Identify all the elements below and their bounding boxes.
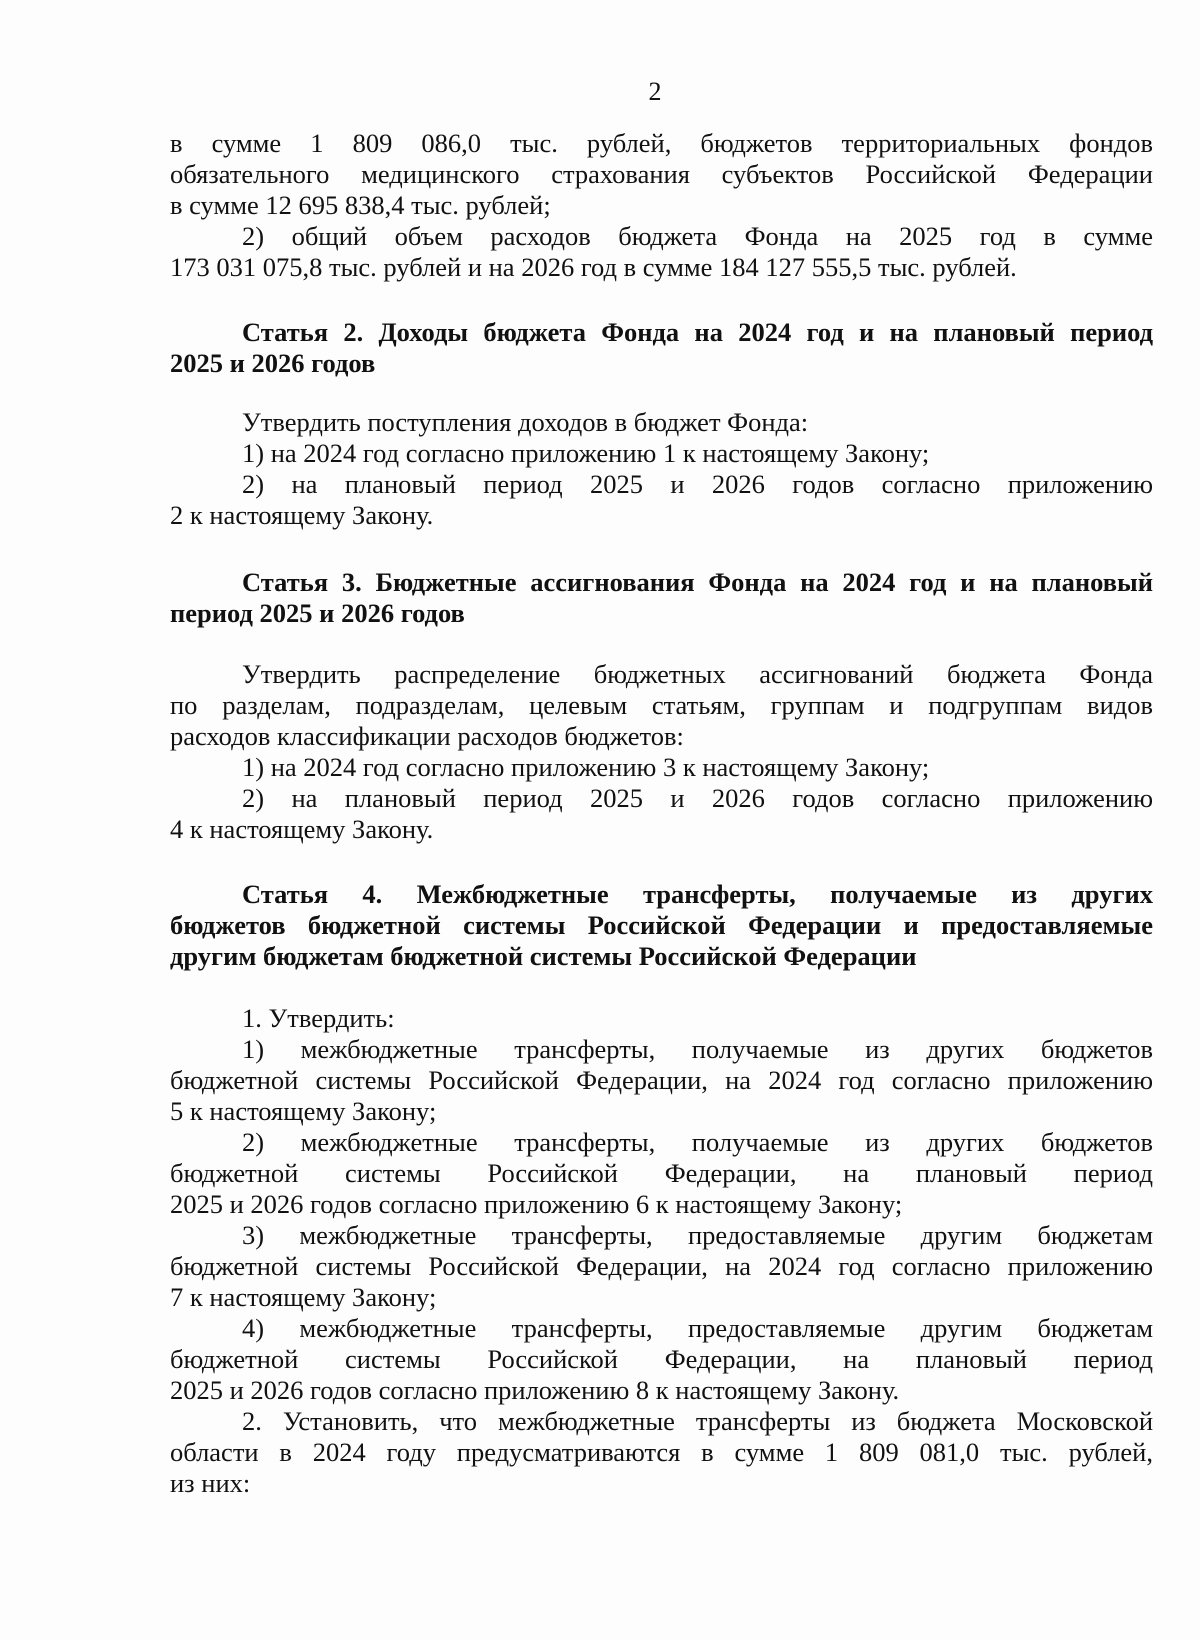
- intro-item-2-line-2-wrap: [170, 252, 1153, 283]
- article-4-title-line-3-wrap: [170, 941, 1153, 972]
- article-4-title-line-2: бюджетов бюджетной системы Российской Федерации и предоставляемые: [170, 910, 1153, 940]
- article-4-part-2-line-2-wrap: [170, 1437, 1153, 1468]
- article-4-item-4-line-2-wrap: [170, 1344, 1153, 1375]
- article-4-title-line-1-wrap: [170, 879, 1153, 910]
- article-3-lead-line-2-wrap: [170, 690, 1153, 721]
- article-4-item-4-line-2: бюджетной системы Российской Федерации, на плановый период: [170, 1344, 1153, 1374]
- article-3-item-1-wrap: [170, 752, 1153, 783]
- article-2-item-2-line-2: 2 к настоящему Закону.: [170, 500, 434, 530]
- article-2-item-1: 1) на 2024 год согласно приложению 1 к настоящему Закону;: [242, 438, 930, 468]
- article-4-item-4-line-3: 2025 и 2026 годов согласно приложению 8 к настоящему Закону.: [170, 1375, 900, 1405]
- article-3-lead-line-3: расходов классификации расходов бюджетов:: [170, 721, 684, 751]
- article-2-title-line-2-wrap: [170, 348, 1153, 379]
- article-4-part-2-line-3: из них:: [170, 1468, 251, 1498]
- article-4-item-3-line-1-wrap: [170, 1220, 1153, 1251]
- intro-line-2-wrap: [170, 159, 1153, 190]
- article-4-item-2-line-2-wrap: [170, 1158, 1153, 1189]
- article-4-item-1-line-1-wrap: [170, 1034, 1153, 1065]
- article-2-item-2-line-2-wrap: [170, 500, 1153, 531]
- article-4-item-2-line-1-wrap: [170, 1127, 1153, 1158]
- article-4-item-2-line-1: 2) межбюджетные трансферты, получаемые из других бюджетов: [242, 1127, 1153, 1157]
- intro-line-2: обязательного медицинского страхования субъектов Российской Федерации: [170, 159, 1153, 189]
- article-4-item-3-line-2-wrap: [170, 1251, 1153, 1282]
- intro-line-1: в сумме 1 809 086,0 тыс. рублей, бюджетов территориальных фондов: [170, 128, 1153, 158]
- article-3-lead-line-2: по разделам, подразделам, целевым статьям, группам и подгруппам видов: [170, 690, 1153, 720]
- page-number: 2: [648, 77, 662, 106]
- article-2-title-line-2: 2025 и 2026 годов: [170, 348, 376, 378]
- article-3-item-2-line-1-wrap: [170, 783, 1153, 814]
- article-2-item-1-wrap: [170, 438, 1153, 469]
- intro-item-2-line-2: 173 031 075,8 тыс. рублей и на 2026 год в сумме 184 127 555,5 тыс. рублей.: [170, 252, 1017, 282]
- article-4-item-4-line-3-wrap: [170, 1375, 1153, 1406]
- article-2-lead-wrap: [170, 407, 1153, 438]
- article-4-item-3-line-3-wrap: [170, 1282, 1153, 1313]
- article-4-item-1-line-2-wrap: [170, 1065, 1153, 1096]
- article-3-lead-line-1-wrap: [170, 659, 1153, 690]
- article-3-lead-line-3-wrap: [170, 721, 1153, 752]
- article-3-title-line-2-wrap: [170, 598, 1153, 629]
- article-2-item-2-line-1: 2) на плановый период 2025 и 2026 годов согласно приложению: [242, 469, 1153, 499]
- article-4-part-1: 1. Утвердить:: [242, 1003, 395, 1033]
- article-4-title-line-1: Статья 4. Межбюджетные трансферты, получаемые из других: [242, 879, 1153, 909]
- article-4-part-2-line-2: области в 2024 году предусматриваются в сумме 1 809 081,0 тыс. рублей,: [170, 1437, 1153, 1467]
- article-4-item-2-line-2: бюджетной системы Российской Федерации, на плановый период: [170, 1158, 1153, 1188]
- article-3-item-2-line-1: 2) на плановый период 2025 и 2026 годов согласно приложению: [242, 783, 1153, 813]
- article-4-item-2-line-3: 2025 и 2026 годов согласно приложению 6 к настоящему Закону;: [170, 1189, 903, 1219]
- intro-line-3-wrap: [170, 190, 1153, 221]
- article-3-lead-line-1: Утвердить распределение бюджетных ассигнований бюджета Фонда: [242, 659, 1153, 689]
- article-2-title-line-1-wrap: [170, 317, 1153, 348]
- article-3: [170, 567, 1153, 845]
- intro-item-2-wrap: [170, 221, 1153, 252]
- article-4-item-1-line-1: 1) межбюджетные трансферты, получаемые из других бюджетов: [242, 1034, 1153, 1064]
- article-4-item-3-line-1: 3) межбюджетные трансферты, предоставляемые другим бюджетам: [242, 1220, 1153, 1250]
- article-3-title-line-2: период 2025 и 2026 годов: [170, 598, 465, 628]
- article-4-item-1-line-3: 5 к настоящему Закону;: [170, 1096, 437, 1126]
- article-4-item-2-line-3-wrap: [170, 1189, 1153, 1220]
- article-4-part-2-line-1-wrap: [170, 1406, 1153, 1437]
- intro-line-3: в сумме 12 695 838,4 тыс. рублей;: [170, 190, 551, 220]
- document-body: [170, 128, 1153, 1499]
- article-3-item-1: 1) на 2024 год согласно приложению 3 к настоящему Закону;: [242, 752, 930, 782]
- article-2-lead: Утвердить поступления доходов в бюджет Фонда:: [242, 407, 809, 437]
- article-4-item-4-line-1: 4) межбюджетные трансферты, предоставляемые другим бюджетам: [242, 1313, 1153, 1343]
- article-4-title-line-2-wrap: [170, 910, 1153, 941]
- article-4-item-4-line-1-wrap: [170, 1313, 1153, 1344]
- article-4-item-3-line-3: 7 к настоящему Закону;: [170, 1282, 437, 1312]
- article-3-item-2-line-2-wrap: [170, 814, 1153, 845]
- article-2-title-line-1: Статья 2. Доходы бюджета Фонда на 2024 год и на плановый период: [242, 317, 1153, 347]
- article-4-item-1-line-2: бюджетной системы Российской Федерации, на 2024 год согласно приложению: [170, 1065, 1153, 1095]
- article-2: [170, 317, 1153, 531]
- intro-section: [170, 128, 1153, 283]
- article-3-title-line-1: Статья 3. Бюджетные ассигнования Фонда на 2024 год и на плановый: [242, 567, 1153, 597]
- article-4-title-line-3: другим бюджетам бюджетной системы Российской Федерации: [170, 941, 917, 971]
- intro-paragraph: [170, 128, 1153, 159]
- intro-item-2-line-1: 2) общий объем расходов бюджета Фонда на 2025 год в сумме: [242, 221, 1153, 251]
- article-4-item-1-line-3-wrap: [170, 1096, 1153, 1127]
- article-4-part-1-wrap: [170, 1003, 1153, 1034]
- article-2-item-2-line-1-wrap: [170, 469, 1153, 500]
- article-3-title-line-1-wrap: [170, 567, 1153, 598]
- article-4-part-2-line-1: 2. Установить, что межбюджетные трансферты из бюджета Московской: [242, 1406, 1153, 1436]
- article-4-item-3-line-2: бюджетной системы Российской Федерации, на 2024 год согласно приложению: [170, 1251, 1153, 1281]
- article-3-item-2-line-2: 4 к настоящему Закону.: [170, 814, 434, 844]
- article-4: [170, 879, 1153, 1499]
- article-4-part-2-line-3-wrap: [170, 1468, 1153, 1499]
